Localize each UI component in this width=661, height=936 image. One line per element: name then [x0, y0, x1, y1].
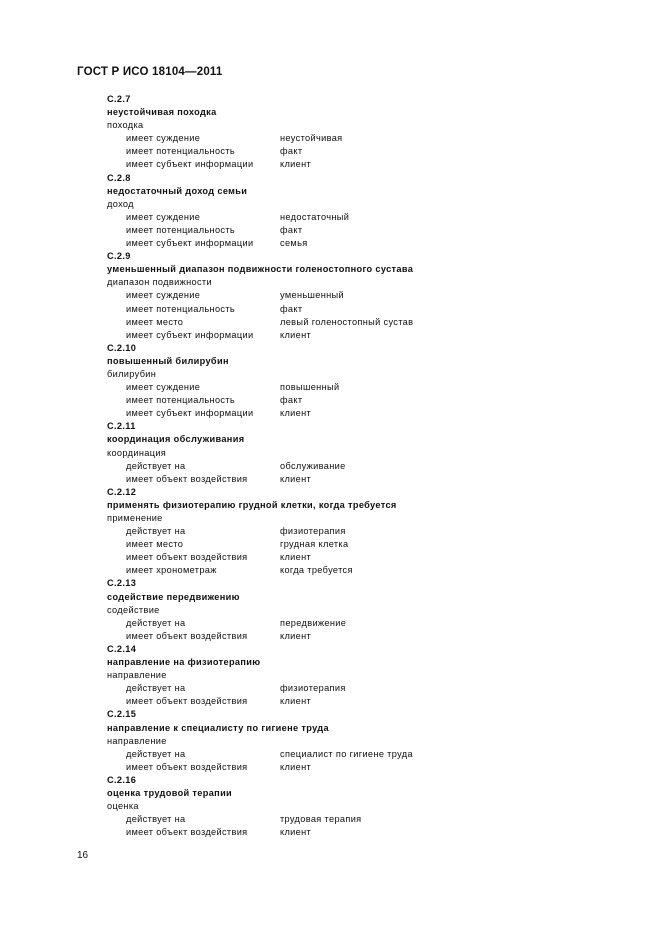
attribute-row [107, 132, 627, 145]
attribute-value: клиент [280, 552, 312, 563]
attribute-value: когда требуется [280, 565, 353, 576]
attribute-row [107, 826, 627, 839]
section-title: оценка трудовой терапии [107, 787, 233, 798]
attribute-row [107, 761, 627, 774]
attribute-row [107, 407, 627, 420]
section-concept: доход [107, 198, 134, 209]
attribute-value: факт [280, 224, 303, 235]
section [107, 643, 627, 708]
attribute-value: обслуживание [280, 460, 346, 471]
section-title: содействие передвижению [107, 591, 240, 602]
attribute-name: имеет потенциальность [126, 303, 236, 314]
section [107, 172, 627, 251]
attribute-row [107, 224, 627, 237]
attribute-value: уменьшенный [280, 290, 344, 301]
section-title: координация обслуживания [107, 434, 245, 445]
attribute-value: клиент [280, 696, 312, 707]
attribute-value: клиент [280, 630, 312, 641]
attribute-name: действует на [126, 617, 186, 628]
attribute-value: клиент [280, 408, 312, 419]
attribute-name: действует на [126, 683, 186, 694]
attribute-name: имеет потенциальность [126, 146, 236, 157]
section-title: направление к специалисту по гигиене труда [107, 722, 329, 733]
attribute-name: имеет потенциальность [126, 395, 236, 406]
section-code: C.2.16 [107, 774, 137, 785]
attribute-value: клиент [280, 761, 312, 772]
attribute-row [107, 617, 627, 630]
section-title: направление на физиотерапию [107, 657, 261, 668]
section-concept: диапазон подвижности [107, 277, 212, 288]
attribute-row [107, 460, 627, 473]
section-title: применять физиотерапию грудной клетки, когда требуется [107, 499, 397, 510]
attribute-name: имеет объект воздействия [126, 827, 248, 838]
attribute-name: имеет субъект информации [126, 329, 254, 340]
section-title: неустойчивая походка [107, 107, 217, 118]
attribute-name: действует на [126, 748, 186, 759]
attribute-row [107, 695, 627, 708]
attribute-row [107, 525, 627, 538]
attribute-name: действует на [126, 814, 186, 825]
attribute-name: имеет субъект информации [126, 159, 254, 170]
section [107, 93, 627, 172]
attribute-value: клиент [280, 827, 312, 838]
attribute-row [107, 564, 627, 577]
attribute-name: действует на [126, 526, 186, 537]
attribute-value: клиент [280, 159, 312, 170]
attribute-value: факт [280, 395, 303, 406]
attribute-row [107, 289, 627, 302]
attribute-name: имеет субъект информации [126, 238, 254, 249]
attribute-value: факт [280, 303, 303, 314]
section-concept: билирубин [107, 368, 157, 379]
section [107, 250, 627, 342]
attribute-row [107, 237, 627, 250]
attribute-row [107, 630, 627, 643]
document-header: ГОСТ Р ИСО 18104—2011 [77, 66, 223, 78]
attribute-row [107, 538, 627, 551]
attribute-row [107, 813, 627, 826]
section-code: C.2.10 [107, 342, 137, 353]
attribute-row [107, 145, 627, 158]
attribute-name: имеет объект воздействия [126, 473, 248, 484]
attribute-row [107, 329, 627, 342]
attribute-name: имеет потенциальность [126, 224, 236, 235]
section-concept: содействие [107, 604, 160, 615]
section-concept: координация [107, 447, 167, 458]
section-concept: походка [107, 120, 144, 131]
attribute-name: имеет субъект информации [126, 408, 254, 419]
attribute-name: имеет хронометраж [126, 565, 217, 576]
section-title: уменьшенный диапазон подвижности голеностопного сустава [107, 264, 414, 275]
attribute-name: действует на [126, 460, 186, 471]
section-code: C.2.7 [107, 94, 131, 104]
attribute-name: имеет объект воздействия [126, 552, 248, 563]
attribute-value: левый голеностопный сустав [280, 316, 414, 327]
attribute-row [107, 394, 627, 407]
section [107, 486, 627, 578]
attribute-value: недостаточный [280, 211, 350, 222]
section [107, 420, 627, 485]
section-title: недостаточный доход семьи [107, 185, 248, 196]
attribute-row [107, 748, 627, 761]
attribute-name: имеет суждение [126, 382, 201, 393]
attribute-row [107, 303, 627, 316]
section-code: C.2.12 [107, 486, 137, 497]
section-code: C.2.11 [107, 421, 136, 432]
attribute-value: специалист по гигиене труда [280, 748, 413, 759]
section-code: C.2.15 [107, 709, 137, 720]
section-concept: направление [107, 735, 167, 746]
section-code: C.2.9 [107, 251, 131, 262]
attribute-row [107, 316, 627, 329]
section [107, 708, 627, 773]
attribute-value: семья [280, 238, 308, 249]
attribute-name: имеет объект воздействия [126, 761, 248, 772]
attribute-row [107, 473, 627, 486]
section-concept: применение [107, 513, 163, 523]
page-number: 16 [77, 850, 89, 861]
section-code: C.2.13 [107, 578, 137, 589]
section [107, 774, 627, 839]
section-code: C.2.14 [107, 643, 137, 654]
attribute-name: имеет объект воздействия [126, 630, 248, 641]
attribute-value: клиент [280, 329, 312, 340]
section-title: повышенный билирубин [107, 355, 229, 366]
attribute-value: передвижение [280, 617, 347, 628]
attribute-row [107, 551, 627, 564]
attribute-value: трудовая терапия [280, 814, 362, 825]
attribute-name: имеет место [126, 316, 184, 327]
attribute-value: неустойчивая [280, 133, 343, 144]
attribute-value: клиент [280, 473, 312, 484]
attribute-name: имеет суждение [126, 290, 201, 301]
attribute-value: физиотерапия [280, 683, 346, 694]
attribute-name: имеет суждение [126, 211, 201, 222]
attribute-name: имеет суждение [126, 133, 201, 144]
section-concept: оценка [107, 801, 139, 812]
attribute-value: грудная клетка [280, 539, 349, 550]
attribute-row [107, 158, 627, 171]
attribute-value: факт [280, 146, 303, 157]
attribute-row [107, 211, 627, 224]
attribute-value: повышенный [280, 382, 340, 393]
section [107, 577, 627, 642]
attribute-name: имеет место [126, 539, 184, 550]
attribute-row [107, 381, 627, 394]
attribute-row [107, 682, 627, 695]
section-concept: направление [107, 670, 167, 681]
section [107, 342, 627, 421]
section-code: C.2.8 [107, 172, 131, 183]
attribute-value: физиотерапия [280, 526, 346, 537]
attribute-name: имеет объект воздействия [126, 696, 248, 707]
document-body [107, 93, 627, 839]
